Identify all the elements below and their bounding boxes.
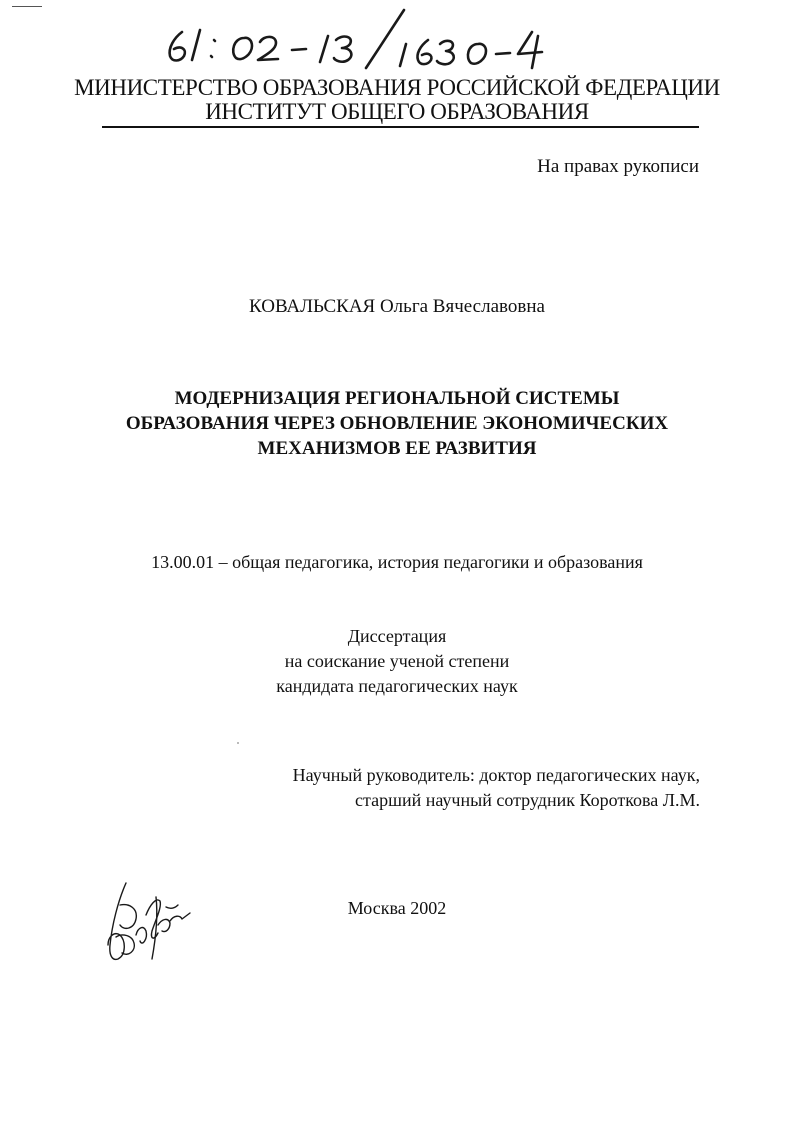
degree-line: Диссертация <box>347 626 447 646</box>
author-name: КОВАЛЬСКАЯ Ольга Вячеславовна <box>249 296 545 317</box>
institute-name: ИНСТИТУТ ОБЩЕГО ОБРАЗОВАНИЯ <box>205 99 589 124</box>
dissertation-title <box>80 386 714 461</box>
specialty-code: 13.00.01 – общая педагогика, история педагогики и образования <box>151 552 643 572</box>
title-line: ОБРАЗОВАНИЯ ЧЕРЕЗ ОБНОВЛЕНИЕ ЭКОНОМИЧЕСКИХ <box>125 413 669 434</box>
degree-block <box>0 624 794 699</box>
title-line: МОДЕРНИЗАЦИЯ РЕГИОНАЛЬНОЙ СИСТЕМЫ <box>174 388 620 409</box>
supervisor-line: Научный руководитель: доктор педагогических наук, <box>292 765 700 785</box>
city-year: Москва 2002 <box>347 898 447 918</box>
degree-line: на соискание ученой степени <box>284 651 510 671</box>
supervisor-line: старший научный сотрудник Короткова Л.М. <box>355 790 700 810</box>
supervisor-block <box>0 763 700 813</box>
scan-mark <box>12 6 42 7</box>
handwritten-catalogue-number <box>160 4 580 70</box>
manuscript-note: На правах рукописи <box>537 156 699 177</box>
header-divider <box>102 126 699 128</box>
degree-line: кандидата педагогических наук <box>276 676 518 696</box>
ministry-name: МИНИСТЕРСТВО ОБРАЗОВАНИЯ РОССИЙСКОЙ ФЕДЕРАЦИИ <box>74 75 720 100</box>
title-line: МЕХАНИЗМОВ ЕЕ РАЗВИТИЯ <box>257 438 537 459</box>
handwritten-signature <box>100 875 200 970</box>
scan-mark <box>237 742 239 744</box>
